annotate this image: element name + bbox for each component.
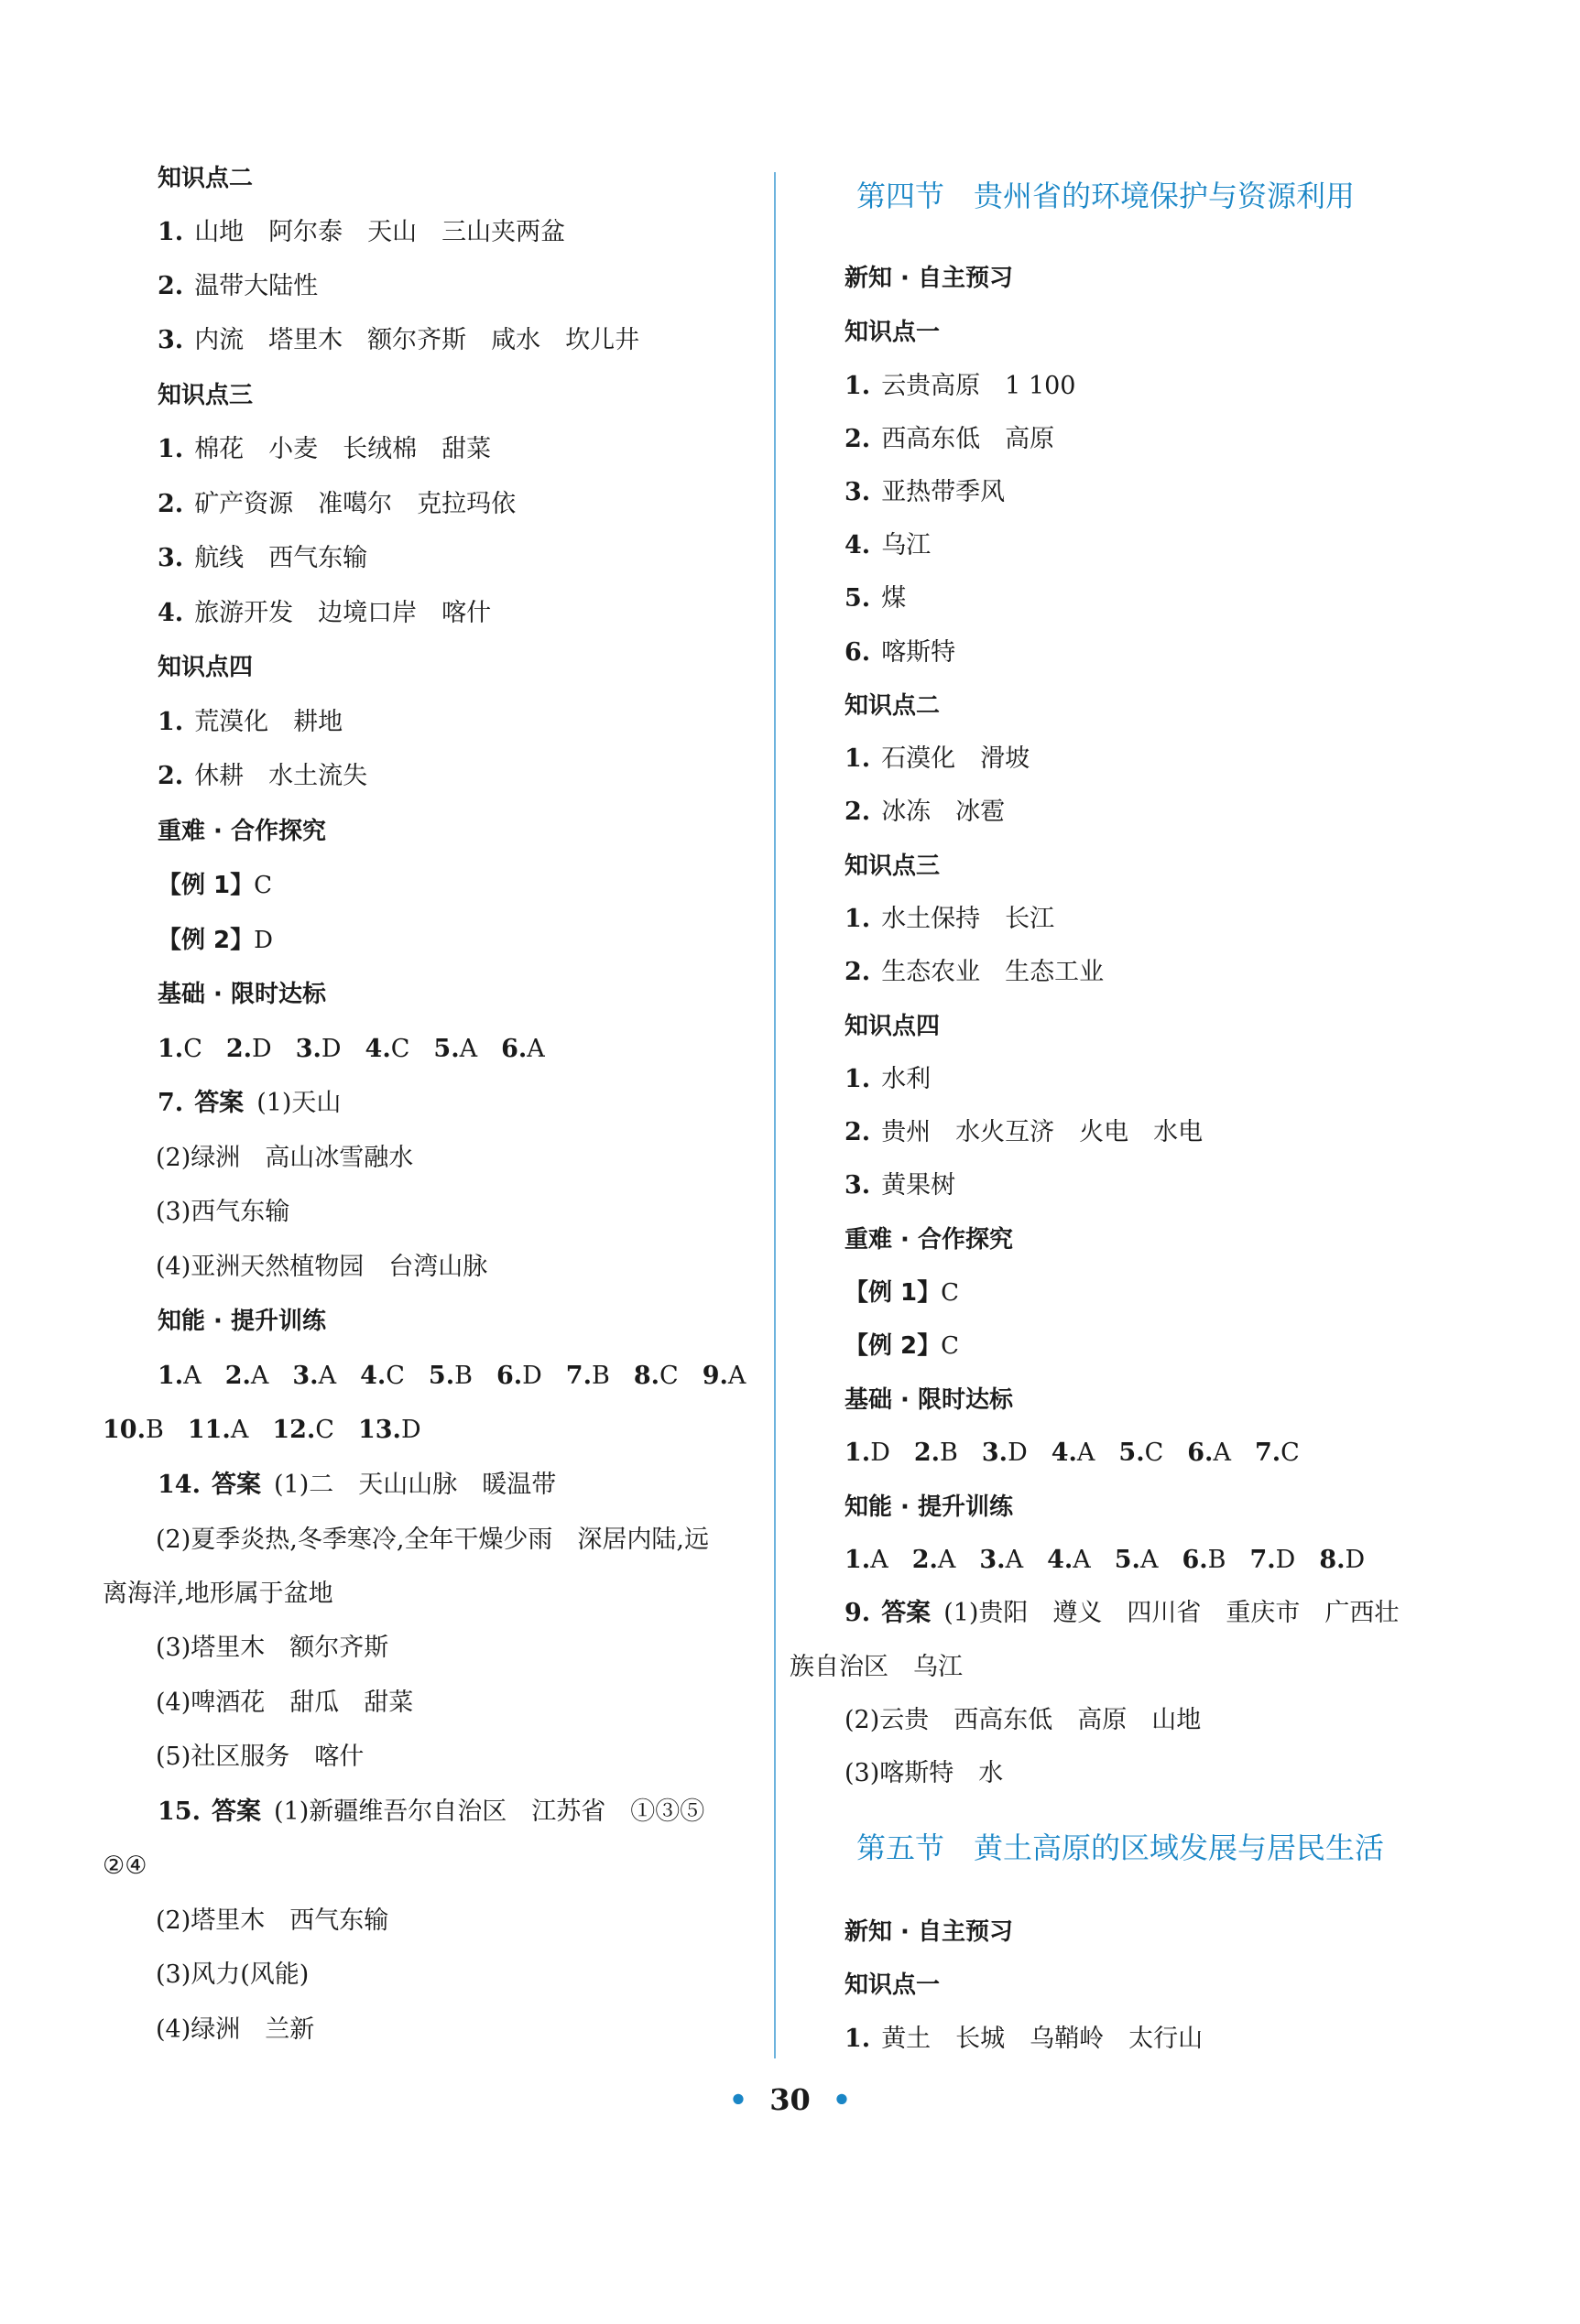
item-text: (2)夏季炎热,冬季寒冷,全年干燥少雨 深居内陆,远: [156, 1526, 709, 1554]
answer-line: [844, 2023, 1203, 2056]
answer-number: 4.: [1047, 1546, 1073, 1574]
item-number: 3.: [158, 544, 184, 572]
subheading: [844, 690, 940, 722]
answer-number: 6.: [1182, 1546, 1208, 1574]
example-answer: D: [254, 927, 274, 954]
item-text: 喀斯特: [881, 638, 956, 667]
answer-line: [844, 370, 1075, 403]
column-divider: [774, 172, 776, 2058]
item-text: (4)亚洲天然植物园 台湾山脉: [156, 1253, 488, 1281]
answer-choice: A: [1139, 1546, 1159, 1574]
answer-line: [158, 542, 367, 575]
subheading: [844, 262, 1013, 295]
answer-line: [844, 1063, 931, 1096]
answer-number: 6.: [501, 1035, 528, 1063]
answer-number: 4.: [1051, 1439, 1077, 1467]
item-text: 荒漠化 耕地: [194, 708, 343, 736]
answer-line: [158, 706, 343, 739]
item-text: 知识点三: [844, 852, 941, 880]
item-text: 基础 · 限时达标: [844, 1386, 1013, 1414]
answer-choice: D: [1008, 1439, 1028, 1467]
item-number: 1.: [158, 435, 184, 463]
item-text: (4)啤酒花 甜瓜 甜菜: [156, 1689, 414, 1717]
page-number: [0, 2082, 1580, 2117]
answer-line: [158, 488, 516, 521]
answer-choice: A: [870, 1546, 888, 1574]
answer-choice: B: [145, 1416, 164, 1444]
answer-choice: C: [659, 1362, 679, 1390]
answer-number: 13.: [357, 1416, 401, 1444]
answer-choice: A: [318, 1362, 337, 1390]
item-text: (2)塔里木 西气东输: [156, 1906, 389, 1935]
answer-line: [156, 1959, 309, 1992]
item-text: 石漠化 滑坡: [881, 744, 1030, 773]
item-text: (5)社区服务 喀什: [156, 1743, 365, 1771]
answer-line: [790, 1651, 963, 1684]
answer-row: [103, 1414, 421, 1447]
answer-line: [844, 743, 1030, 776]
answer-line: [844, 423, 1054, 456]
item-text: 知能 · 提升训练: [158, 1308, 326, 1335]
answer-line: [103, 1850, 147, 1883]
answer-line: [156, 1524, 709, 1557]
subheading: [158, 978, 326, 1011]
item-text: ②④: [103, 1852, 147, 1880]
answer-line: [158, 597, 491, 630]
item-text: 知识点二: [844, 692, 941, 720]
answer-line: [844, 1116, 1203, 1149]
subheading: [844, 1330, 959, 1363]
item-text: 水土保持 长江: [881, 905, 1055, 933]
answer-number: 3.: [295, 1035, 321, 1063]
answer-row: [158, 1360, 746, 1393]
answer-choice: C: [183, 1035, 202, 1063]
answer-line: [844, 1597, 1399, 1630]
answer-choice: A: [727, 1362, 746, 1390]
subheading: [844, 1010, 940, 1043]
answer-choice: D: [321, 1035, 342, 1063]
item-number: 1.: [844, 372, 871, 400]
answer-choice: C: [1144, 1439, 1164, 1467]
answer-line: [156, 1741, 364, 1774]
subheading: [844, 1223, 1013, 1256]
item-text: 新知 · 自主预习: [844, 265, 1013, 292]
answer-number: 3.: [981, 1439, 1008, 1467]
answer-label: 答案: [881, 1599, 932, 1627]
item-text: 知能 · 提升训练: [844, 1493, 1013, 1521]
subheading: [158, 815, 326, 848]
item-number: 15.: [158, 1797, 201, 1826]
answer-number: 7.: [1249, 1546, 1276, 1574]
item-text: 冰冻 冰雹: [881, 798, 1006, 826]
page-dot-left: •: [728, 2082, 748, 2117]
item-text: 重难 · 合作探究: [158, 818, 326, 845]
answer-number: 1.: [844, 1546, 871, 1574]
item-text: 【例 2】: [158, 927, 255, 954]
answer-number: 3.: [979, 1546, 1006, 1574]
subheading: [844, 1916, 1013, 1949]
answer-choice: C: [386, 1362, 405, 1390]
item-number: 3.: [158, 326, 184, 354]
item-text: 水利: [881, 1065, 932, 1093]
answer-choice: C: [315, 1416, 334, 1444]
answer-line: [156, 2014, 314, 2047]
item-number: 1.: [158, 218, 184, 246]
subheading: [844, 1969, 940, 2002]
item-text: (3)西气东输: [156, 1198, 290, 1226]
subheading: [844, 1491, 1013, 1524]
answer-number: 6.: [496, 1362, 523, 1390]
item-number: 1.: [844, 905, 871, 933]
answer-choice: D: [252, 1035, 272, 1063]
answer-number: 1.: [158, 1362, 184, 1390]
item-number: 2.: [158, 762, 184, 790]
item-text: 族自治区 乌江: [790, 1653, 963, 1681]
item-text: (1)贵阳 遵义 四川省 重庆市 广西壮: [943, 1599, 1400, 1627]
item-number: 2.: [844, 958, 871, 986]
item-text: (1)新疆维吾尔自治区 江苏省 ①③⑤: [273, 1797, 705, 1826]
answer-line: [844, 582, 906, 615]
item-text: 基础 · 限时达标: [158, 981, 326, 1008]
answer-line: [844, 476, 1005, 509]
example-answer: C: [941, 1332, 960, 1360]
subheading: [158, 379, 253, 412]
item-text: 知识点三: [158, 382, 254, 409]
item-text: 山地 阿尔泰 天山 三山夹两盆: [194, 218, 566, 246]
answer-number: 5.: [1118, 1439, 1145, 1467]
answer-line: [158, 1796, 704, 1829]
answer-number: 8.: [1319, 1546, 1346, 1574]
subheading: [844, 1384, 1013, 1417]
answer-line: [844, 956, 1104, 989]
item-number: 7.: [158, 1089, 184, 1117]
answer-choice: B: [940, 1439, 958, 1467]
item-text: (3)风力(风能): [156, 1960, 310, 1989]
answer-line: [158, 1469, 556, 1502]
answer-number: 5.: [428, 1362, 455, 1390]
answer-line: [844, 1757, 1003, 1790]
answer-number: 3.: [292, 1362, 319, 1390]
item-text: 亚热带季风: [881, 478, 1006, 506]
answer-choice: D: [1275, 1546, 1296, 1574]
answer-number: 1.: [844, 1439, 871, 1467]
answer-number: 4.: [365, 1035, 391, 1063]
answer-choice: A: [183, 1362, 202, 1390]
answer-line: [158, 1087, 341, 1120]
item-text: 矿产资源 准噶尔 克拉玛依: [194, 490, 517, 518]
item-number: 2.: [844, 425, 871, 453]
item-number: 3.: [844, 478, 871, 506]
answer-line: [844, 529, 931, 562]
item-text: 西高东低 高原: [881, 425, 1055, 453]
answer-line: [156, 1632, 388, 1665]
answer-choice: B: [454, 1362, 473, 1390]
answer-choice: A: [937, 1546, 956, 1574]
answer-line: [844, 636, 955, 669]
subheading: [158, 869, 272, 902]
answer-choice: A: [1213, 1439, 1231, 1467]
item-text: (3)喀斯特 水: [844, 1759, 1004, 1787]
item-number: 4.: [844, 531, 871, 559]
subheading: [158, 651, 253, 684]
answer-label: 答案: [211, 1797, 261, 1826]
example-answer: C: [941, 1279, 960, 1307]
answer-number: 10.: [103, 1416, 146, 1444]
section-heading: 第五节 黄土高原的区域发展与居民生活: [856, 1830, 1385, 1865]
answer-line: [158, 270, 318, 303]
item-text: 休耕 水土流失: [194, 762, 368, 790]
example-answer: C: [254, 872, 273, 899]
answer-number: 11.: [187, 1416, 231, 1444]
item-text: 内流 塔里木 额尔齐斯 咸水 坎儿井: [194, 326, 640, 354]
answer-choice: D: [522, 1362, 542, 1390]
answer-row: [158, 1033, 545, 1066]
item-text: 生态农业 生态工业: [881, 958, 1105, 986]
answer-choice: A: [1076, 1439, 1095, 1467]
item-text: 乌江: [881, 531, 932, 559]
answer-choice: A: [1073, 1546, 1091, 1574]
item-text: 贵州 水火互济 火电 水电: [881, 1118, 1204, 1146]
item-text: (1)二 天山山脉 暖温带: [273, 1471, 557, 1499]
item-text: 知识点四: [844, 1013, 941, 1040]
answer-line: [844, 903, 1054, 936]
item-text: 【例 1】: [158, 872, 255, 899]
item-number: 1.: [844, 1065, 871, 1093]
answer-label: 答案: [194, 1089, 245, 1117]
item-number: 1.: [844, 2025, 871, 2053]
answer-choice: C: [1280, 1439, 1300, 1467]
answer-line: [158, 760, 367, 793]
answer-number: 4.: [360, 1362, 387, 1390]
answer-row: [844, 1437, 1300, 1470]
answer-number: 2.: [225, 1035, 253, 1063]
answer-line: [156, 1251, 487, 1284]
item-number: 1.: [844, 744, 871, 773]
answer-line: [156, 1905, 388, 1938]
item-text: (3)塔里木 额尔齐斯: [156, 1634, 389, 1662]
page-number-value: 30: [769, 2082, 811, 2117]
answer-number: 1.: [158, 1035, 184, 1063]
answer-line: [156, 1142, 413, 1175]
item-text: 【例 2】: [844, 1332, 942, 1360]
item-text: 黄果树: [881, 1171, 956, 1200]
subheading: [844, 1276, 959, 1309]
answer-row: [844, 1544, 1365, 1577]
item-text: 知识点一: [844, 319, 941, 346]
answer-line: [158, 216, 565, 249]
subheading: [158, 162, 253, 195]
answer-number: 5.: [433, 1035, 460, 1063]
subheading: [844, 316, 940, 349]
item-number: 2.: [844, 1118, 871, 1146]
subheading: [158, 924, 273, 957]
answer-number: 6.: [1187, 1439, 1214, 1467]
answer-line: [156, 1196, 289, 1229]
answer-line: [844, 1704, 1201, 1737]
answer-line: [156, 1687, 413, 1720]
item-text: (1)天山: [256, 1089, 342, 1117]
item-text: 棉花 小麦 长绒棉 甜菜: [194, 435, 492, 463]
item-text: 云贵高原 1 100: [881, 372, 1076, 400]
answer-choice: A: [250, 1362, 269, 1390]
answer-number: 2.: [911, 1546, 938, 1574]
item-number: 6.: [844, 638, 871, 667]
item-text: 【例 1】: [844, 1279, 942, 1307]
answer-line: [844, 796, 1005, 829]
item-number: 1.: [158, 708, 184, 736]
answer-line: [158, 324, 639, 357]
answer-choice: C: [390, 1035, 410, 1063]
item-text: 重难 · 合作探究: [844, 1226, 1013, 1254]
section-heading: 第四节 贵州省的环境保护与资源利用: [856, 179, 1356, 213]
answer-label: 答案: [211, 1471, 261, 1499]
answer-line: [158, 433, 491, 466]
item-text: 新知 · 自主预习: [844, 1918, 1013, 1946]
item-number: 2.: [158, 272, 184, 300]
page-dot-right: •: [832, 2082, 852, 2117]
answer-choice: A: [1005, 1546, 1024, 1574]
answer-choice: D: [1345, 1546, 1366, 1574]
answer-choice: A: [527, 1035, 545, 1063]
item-number: 2.: [158, 490, 184, 518]
item-text: 煤: [881, 584, 907, 613]
item-text: (4)绿洲 兰新: [156, 2015, 315, 2044]
item-text: 离海洋,地形属于盆地: [103, 1580, 333, 1608]
item-number: 4.: [158, 599, 184, 627]
item-number: 3.: [844, 1171, 871, 1200]
answer-number: 9.: [702, 1362, 728, 1390]
item-text: 温带大陆性: [194, 272, 319, 300]
answer-choice: B: [591, 1362, 610, 1390]
answer-number: 12.: [272, 1416, 316, 1444]
item-text: 知识点二: [158, 165, 254, 192]
item-number: 14.: [158, 1471, 201, 1499]
answer-number: 2.: [913, 1439, 941, 1467]
answer-number: 8.: [633, 1362, 660, 1390]
answer-line: [103, 1578, 333, 1611]
answer-number: 7.: [565, 1362, 592, 1390]
answer-number: 5.: [1114, 1546, 1140, 1574]
item-text: 航线 西气东输: [194, 544, 368, 572]
item-text: (2)云贵 西高东低 高原 山地: [844, 1706, 1202, 1734]
subheading: [158, 1305, 326, 1338]
answer-choice: A: [230, 1416, 249, 1444]
answer-choice: A: [459, 1035, 478, 1063]
answer-choice: D: [870, 1439, 890, 1467]
item-number: 5.: [844, 584, 871, 613]
item-text: 知识点四: [158, 654, 254, 681]
item-number: 2.: [844, 798, 871, 826]
item-text: 知识点一: [844, 1971, 941, 1999]
item-text: (2)绿洲 高山冰雪融水: [156, 1144, 414, 1172]
answer-choice: B: [1207, 1546, 1226, 1574]
item-number: 9.: [844, 1599, 871, 1627]
answer-choice: D: [400, 1416, 421, 1444]
answer-number: 7.: [1254, 1439, 1281, 1467]
item-text: 旅游开发 边境口岸 喀什: [194, 599, 492, 627]
item-text: 黄土 长城 乌鞘岭 太行山: [881, 2025, 1204, 2053]
answer-number: 2.: [224, 1362, 251, 1390]
answer-line: [844, 1169, 955, 1202]
subheading: [844, 850, 940, 883]
